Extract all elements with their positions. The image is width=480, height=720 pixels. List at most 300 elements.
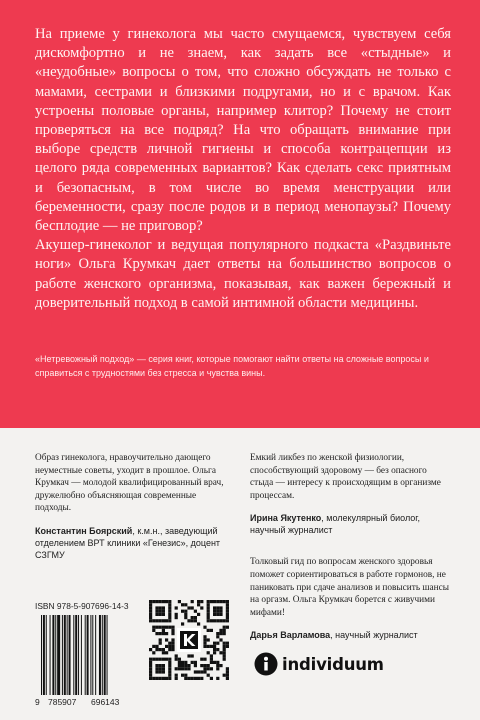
barcode-bar: [50, 615, 51, 695]
qr-module: [207, 651, 210, 654]
qr-module: [216, 619, 219, 622]
qr-module: [181, 622, 184, 625]
qr-module: [194, 670, 197, 673]
qr-module: [159, 670, 162, 673]
qr-module: [207, 603, 210, 606]
qr-module: [216, 677, 219, 680]
qr-module: [184, 616, 187, 619]
qr-module: [216, 648, 219, 651]
qr-module: [171, 626, 174, 629]
qr-module: [210, 619, 213, 622]
qr-module: [226, 642, 229, 645]
barcode-bar: [43, 615, 45, 695]
qr-module: [213, 648, 216, 651]
qr-module: [219, 632, 222, 635]
qr-module: [207, 674, 210, 677]
qr-module: [162, 600, 165, 603]
barcode-bar: [64, 615, 66, 695]
qr-module: [152, 677, 155, 680]
qr-module: [213, 610, 216, 613]
qr-module: [194, 610, 197, 613]
qr-module: [200, 670, 203, 673]
qr-module: [207, 638, 210, 641]
qr-module: [155, 648, 158, 651]
qr-module: [226, 626, 229, 629]
qr-module: [155, 619, 158, 622]
barcode-bar: [107, 615, 108, 695]
review-right-column: [250, 452, 450, 641]
barcode-first-digit: 9: [35, 697, 40, 707]
barcode-bar: [104, 615, 106, 695]
qr-module: [219, 613, 222, 616]
qr-module: [155, 632, 158, 635]
qr-module: [216, 635, 219, 638]
review-left-author: Константин Боярский: [35, 525, 133, 536]
review-right-2-signature: [250, 629, 450, 641]
qr-module: [219, 600, 222, 603]
publisher-logo: [254, 652, 384, 676]
barcode-bar: [102, 615, 103, 695]
qr-module: [155, 664, 158, 667]
qr-module: [210, 645, 213, 648]
qr-module: [152, 645, 155, 648]
qr-module: [162, 670, 165, 673]
qr-module: [165, 651, 168, 654]
qr-module: [203, 664, 206, 667]
qr-module: [184, 664, 187, 667]
qr-module: [168, 610, 171, 613]
qr-module: [184, 674, 187, 677]
qr-module: [162, 658, 165, 661]
qr-module: [165, 619, 168, 622]
qr-module: [162, 664, 165, 667]
qr-module: [159, 664, 162, 667]
qr-module: [159, 606, 162, 609]
qr-module: [165, 645, 168, 648]
isbn-label: ISBN 978-5-907696-14-3: [35, 601, 129, 611]
review-right-2-author: Дарья Варламова: [250, 630, 331, 641]
qr-module: [162, 632, 165, 635]
qr-module: [149, 670, 152, 673]
qr-module: [175, 677, 178, 680]
qr-module: [207, 667, 210, 670]
qr-module: [181, 674, 184, 677]
qr-module: [187, 667, 190, 670]
qr-module: [184, 661, 187, 664]
qr-module: [149, 600, 152, 603]
qr-module: [210, 654, 213, 657]
qr-module: [226, 616, 229, 619]
qr-module: [171, 642, 174, 645]
qr-module: [168, 674, 171, 677]
qr-module: [194, 661, 197, 664]
qr-module: [165, 658, 168, 661]
review-left-signature: [35, 525, 225, 561]
qr-module: [159, 600, 162, 603]
qr-module: [207, 613, 210, 616]
qr-module: [223, 648, 226, 651]
qr-module: [181, 603, 184, 606]
qr-module: [159, 642, 162, 645]
qr-module: [219, 606, 222, 609]
qr-module: [194, 677, 197, 680]
qr-module: [197, 677, 200, 680]
qr-module: [155, 606, 158, 609]
qr-module: [194, 619, 197, 622]
qr-module: [155, 613, 158, 616]
qr-module: [197, 670, 200, 673]
qr-module: [187, 619, 190, 622]
barcode-bar: [75, 615, 77, 695]
qr-module: [210, 600, 213, 603]
qr-module: [159, 658, 162, 661]
qr-module: [152, 651, 155, 654]
qr-module: [191, 619, 194, 622]
qr-module: [226, 667, 229, 670]
qr-module: [152, 626, 155, 629]
barcode-bar: [69, 615, 71, 695]
qr-code: [149, 600, 229, 680]
qr-module: [210, 629, 213, 632]
qr-module: [168, 619, 171, 622]
qr-module: [213, 619, 216, 622]
qr-module: [200, 664, 203, 667]
qr-module: [197, 600, 200, 603]
qr-module: [152, 619, 155, 622]
qr-module: [155, 667, 158, 670]
qr-module: [168, 661, 171, 664]
qr-module: [207, 619, 210, 622]
qr-module: [168, 642, 171, 645]
qr-module: [223, 629, 226, 632]
review-right-2-quote: Толковый гид по вопросам женского здоровья поможет сориентироваться в работе гормонов, не паниковать при сдаче анализов и повысить шансы на оргазм. Ольга Крумкач борется с живучими мифами!: [250, 557, 450, 618]
qr-module: [178, 600, 181, 603]
qr-module: [162, 606, 165, 609]
review-right-2-author-title: , научный журналист: [330, 630, 418, 641]
qr-module: [171, 629, 174, 632]
qr-module: [226, 606, 229, 609]
qr-module: [175, 667, 178, 670]
qr-module: [181, 664, 184, 667]
qr-module: [159, 677, 162, 680]
qr-module: [149, 603, 152, 606]
qr-module: [207, 645, 210, 648]
qr-module: [152, 629, 155, 632]
qr-module: [159, 619, 162, 622]
barcode-bar: [99, 615, 101, 695]
qr-module: [184, 613, 187, 616]
qr-k-logo: [177, 628, 201, 652]
qr-module: [178, 664, 181, 667]
qr-module: [203, 635, 206, 638]
barcode-bar: [52, 615, 54, 695]
qr-module: [178, 658, 181, 661]
qr-module: [203, 658, 206, 661]
qr-module: [162, 619, 165, 622]
qr-module: [207, 616, 210, 619]
qr-module: [155, 658, 158, 661]
annotation-paragraph-2: Акушер-гинеколог и ведущая популярного подкаста «Раздвиньте ноги» Ольга Крумкач дает ответы на большинство вопросов о работе женского организма, показывая, как важен бережный и доверительный подход в самой интимной области медицины.: [35, 237, 451, 311]
qr-module: [203, 667, 206, 670]
qr-module: [203, 645, 206, 648]
qr-module: [184, 677, 187, 680]
qr-module: [149, 677, 152, 680]
qr-module: [213, 613, 216, 616]
qr-module: [219, 629, 222, 632]
qr-module: [223, 674, 226, 677]
qr-module: [155, 670, 158, 673]
qr-module: [184, 603, 187, 606]
publisher-name: individuum: [282, 654, 384, 674]
qr-module: [207, 600, 210, 603]
qr-module: [216, 600, 219, 603]
series-note: «Нетревожный подход» — серия книг, которые помогают найти ответы на сложные вопросы и справиться с трудностями без стресса и чувства вины.: [35, 354, 429, 378]
qr-module: [159, 610, 162, 613]
qr-module: [203, 642, 206, 645]
qr-module: [171, 648, 174, 651]
qr-module: [219, 619, 222, 622]
qr-module: [162, 677, 165, 680]
qr-module: [165, 638, 168, 641]
review-right-1-author-title: , молекулярный биолог, научный журналист: [250, 513, 420, 536]
qr-module: [171, 632, 174, 635]
barcode-bar: [41, 615, 42, 695]
qr-module: [162, 610, 165, 613]
barcode-bar: [62, 615, 63, 695]
qr-module: [207, 629, 210, 632]
barcode-bar: [95, 615, 96, 695]
qr-module: [213, 645, 216, 648]
barcode: [35, 615, 133, 707]
qr-module: [175, 674, 178, 677]
qr-module: [184, 610, 187, 613]
qr-module: [168, 603, 171, 606]
review-right-1-author: Ирина Якутенко: [250, 513, 322, 524]
barcode-bars: [41, 615, 108, 695]
qr-module: [178, 667, 181, 670]
review-left: [35, 452, 225, 561]
qr-module: [155, 677, 158, 680]
qr-module: [181, 610, 184, 613]
qr-module: [197, 603, 200, 606]
qr-module: [187, 664, 190, 667]
barcode-bar: [57, 615, 60, 695]
qr-module: [223, 600, 226, 603]
qr-module: [216, 606, 219, 609]
qr-module: [216, 664, 219, 667]
qr-module: [171, 645, 174, 648]
qr-module: [152, 658, 155, 661]
qr-module: [168, 645, 171, 648]
qr-module: [159, 632, 162, 635]
qr-module: [203, 638, 206, 641]
barcode-bar: [78, 615, 79, 695]
qr-module: [223, 632, 226, 635]
qr-module: [187, 606, 190, 609]
qr-module: [216, 661, 219, 664]
qr-module: [213, 606, 216, 609]
qr-module: [213, 651, 216, 654]
barcode-group-2: 696143: [91, 697, 120, 707]
qr-module: [159, 648, 162, 651]
qr-module: [175, 658, 178, 661]
qr-module: [197, 622, 200, 625]
qr-module: [200, 677, 203, 680]
qr-module: [168, 613, 171, 616]
qr-module: [197, 613, 200, 616]
qr-module: [165, 677, 168, 680]
barcode-bar: [85, 615, 86, 695]
qr-module: [159, 638, 162, 641]
qr-module: [216, 642, 219, 645]
qr-module: [155, 600, 158, 603]
qr-module: [191, 661, 194, 664]
qr-module: [226, 603, 229, 606]
qr-module: [216, 610, 219, 613]
qr-module: [223, 626, 226, 629]
qr-module: [210, 667, 213, 670]
qr-module: [223, 658, 226, 661]
qr-module: [213, 661, 216, 664]
qr-module: [223, 619, 226, 622]
qr-module: [149, 664, 152, 667]
qr-module: [226, 613, 229, 616]
qr-module: [149, 648, 152, 651]
qr-module: [155, 626, 158, 629]
qr-module: [219, 664, 222, 667]
individuum-icon: [254, 652, 278, 676]
qr-module: [181, 667, 184, 670]
qr-module: [223, 642, 226, 645]
qr-module: [149, 661, 152, 664]
qr-module: [226, 600, 229, 603]
qr-module: [207, 606, 210, 609]
qr-module: [216, 667, 219, 670]
qr-module: [226, 645, 229, 648]
qr-module: [226, 674, 229, 677]
qr-module: [200, 606, 203, 609]
qr-module: [168, 616, 171, 619]
qr-module: [149, 658, 152, 661]
qr-module: [191, 600, 194, 603]
qr-module: [178, 661, 181, 664]
qr-module: [184, 667, 187, 670]
qr-module: [159, 613, 162, 616]
qr-module: [162, 648, 165, 651]
qr-module: [162, 613, 165, 616]
qr-module: [191, 677, 194, 680]
qr-module: [207, 664, 210, 667]
qr-module: [168, 606, 171, 609]
barcode-bar: [46, 615, 47, 695]
qr-module: [159, 626, 162, 629]
qr-module: [187, 677, 190, 680]
review-right-1-signature: [250, 512, 450, 536]
qr-module: [168, 670, 171, 673]
qr-module: [213, 600, 216, 603]
qr-module: [223, 645, 226, 648]
qr-module: [226, 670, 229, 673]
qr-module: [181, 661, 184, 664]
qr-module: [226, 677, 229, 680]
qr-module: [194, 616, 197, 619]
qr-module: [175, 606, 178, 609]
barcode-group-1: 785907: [48, 697, 77, 707]
qr-module: [168, 600, 171, 603]
qr-module: [168, 664, 171, 667]
qr-module: [149, 667, 152, 670]
barcode-bar: [73, 615, 74, 695]
qr-module: [210, 677, 213, 680]
qr-module: [165, 626, 168, 629]
qr-module: [223, 654, 226, 657]
qr-module: [223, 651, 226, 654]
qr-module: [162, 667, 165, 670]
qr-module: [194, 664, 197, 667]
qr-module: [216, 632, 219, 635]
qr-module: [168, 667, 171, 670]
qr-module: [149, 606, 152, 609]
qr-module: [191, 654, 194, 657]
qr-module: [200, 600, 203, 603]
qr-module: [162, 629, 165, 632]
qr-module: [168, 648, 171, 651]
qr-module: [216, 613, 219, 616]
review-left-quote: Образ гинеколога, нравоучительно дающего неуместные советы, уходит в прошлое. Ольга Крумкач — молодой квалифицированный врач, дружелюбно объясняющая современные подходы.: [35, 453, 224, 514]
qr-module: [175, 654, 178, 657]
qr-module: [149, 616, 152, 619]
qr-module: [219, 651, 222, 654]
qr-module: [213, 642, 216, 645]
qr-module: [168, 658, 171, 661]
qr-module: [219, 610, 222, 613]
qr-module: [152, 600, 155, 603]
barcode-bar: [81, 615, 82, 695]
qr-module: [149, 619, 152, 622]
qr-module: [226, 619, 229, 622]
qr-module: [155, 645, 158, 648]
annotation-paragraph-1: На приеме у гинеколога мы часто смущаемся, чувствуем себя дискомфортно и не знаем, как задать все «стыдные» и «неудобные» вопросы о том, что сложно обсуждать не только с мамами, сестрами и близкими подругами, но и с врачом. Как устроены половые органы, например клитор? Почему не стоит проверяться на все подряд? На что обращать внимание при выборе средств личной гигиены и способа контрацепции из целого ряда современных вариантов? Как сделать секс приятным и безопасным, в том числе во время менструации или беременности, сразу после родов и в период менопаузы? Почему бесплодие — не приговор?: [35, 26, 451, 235]
qr-module: [159, 667, 162, 670]
review-left-author-title: , к.м.н., заведующий отделением ВРТ клиники «Генезис», доцент СЗГМУ: [35, 525, 221, 560]
qr-module: [149, 674, 152, 677]
qr-module: [168, 677, 171, 680]
qr-module: [165, 600, 168, 603]
qr-module: [175, 616, 178, 619]
barcode-bar: [90, 615, 91, 695]
qr-module: [162, 651, 165, 654]
qr-module: [175, 613, 178, 616]
qr-module: [203, 626, 206, 629]
review-right-1-quote: Емкий ликбез по женской физиологии, способствующий здоровому — без опасного стыда — интересу к происходящим в организме процессам.: [250, 453, 441, 501]
qr-module: [210, 661, 213, 664]
qr-module: [191, 606, 194, 609]
barcode-bar: [67, 615, 68, 695]
qr-module: [165, 632, 168, 635]
qr-module: [168, 626, 171, 629]
qr-module: [162, 626, 165, 629]
qr-module: [171, 638, 174, 641]
qr-module: [203, 670, 206, 673]
qr-module: [226, 610, 229, 613]
qr-module: [191, 616, 194, 619]
barcode-bar: [92, 615, 93, 695]
qr-module: [149, 610, 152, 613]
qr-module: [149, 613, 152, 616]
qr-module: [187, 654, 190, 657]
barcode-bar: [55, 615, 56, 695]
qr-module: [200, 658, 203, 661]
